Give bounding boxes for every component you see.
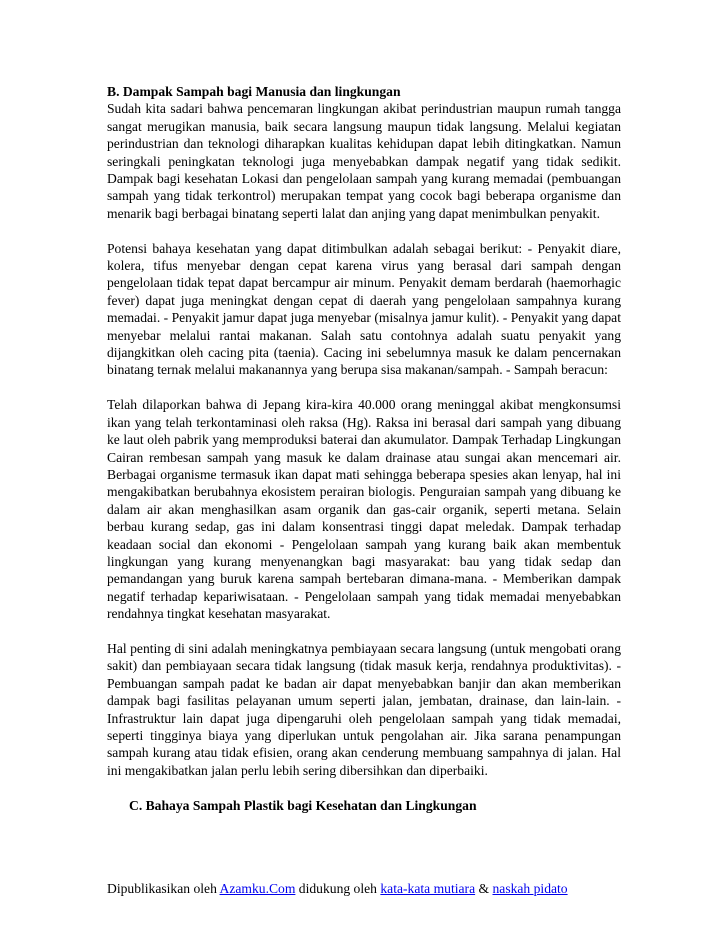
footer-link-kata-kata-mutiara[interactable]: kata-kata mutiara bbox=[380, 881, 476, 896]
document-body bbox=[107, 83, 621, 814]
footer-link-azamku[interactable]: Azamku.Com bbox=[219, 881, 296, 896]
paragraph-2: Potensi bahaya kesehatan yang dapat ditimbulkan adalah sebagai berikut: - Penyakit diare, kolera, tifus menyebar dengan cepat karena virus yang berasal dari sampah dengan pengelolaan tidak tepat dapat bercampur air minum. Penyakit demam berdarah (haemorhagic fever) dapat juga meningkat dengan cepat di daerah yang pengelolaan sampahnya kurang memadai. - Penyakit jamur dapat juga menyebar (misalnya jamur kulit). - Penyakit yang dapat menyebar melalui rantai makanan. Salah satu contohnya adalah suatu penyakit yang dijangkitkan oleh cacing pita (taenia). Cacing ini sebelumnya masuk ke dalam pencernakan binatang ternak melalui makanannya yang berupa sisa makanan/sampah. - Sampah beracun: bbox=[107, 240, 621, 378]
paragraph-1: Sudah kita sadari bahwa pencemaran lingkungan akibat perindustrian maupun rumah tangga sangat merugikan manusia, baik secara langsung maupun tidak langsung. Melalui kegiatan perindustrian dan teknologi diharapkan kualitas kehidupan dapat lebih ditingkatkan. Namun seringkali peningkatan teknologi juga menyebabkan dampak negatif yang tidak sedikit. Dampak bagi kesehatan Lokasi dan pengelolaan sampah yang kurang memadai (pembuangan sampah yang tidak terkontrol) merupakan tempat yang cocok bagi beberapa organisme dan menarik bagi berbagai binatang seperti lalat dan anjing yang dapat menimbulkan penyakit. bbox=[107, 101, 621, 221]
footer bbox=[107, 880, 621, 897]
footer-prefix: Dipublikasikan oleh bbox=[107, 881, 220, 896]
footer-middle: didukung oleh bbox=[295, 881, 381, 896]
paragraph-3: Telah dilaporkan bahwa di Jepang kira-kira 40.000 orang meninggal akibat mengkonsumsi ikan yang telah terkontaminasi oleh raksa (Hg). Raksa ini berasal dari sampah yang dibuang ke laut oleh pabrik yang memproduksi baterai dan akumulator. Dampak Terhadap Lingkungan Cairan rembesan sampah yang masuk ke dalam drainase atau sungai akan mencemari air. Berbagai organisme termasuk ikan dapat mati sehingga beberapa spesies akan lenyap, hal ini mengakibatkan berubahnya ekosistem perairan biologis. Penguraian sampah yang dibuang ke dalam air akan menghasilkan asam organik dan gas-cair organik, seperti metana. Selain berbau kurang sedap, gas ini dalam konsentrasi tinggi dapat meledak. Dampak terhadap keadaan social dan ekonomi - Pengelolaan sampah yang kurang baik akan membentuk lingkungan yang kurang menyenangkan bagi masyarakat: bau yang tidak sedap dan pemandangan yang buruk karena sampah bertebaran dimana-mana. - Memberikan dampak negatif terhadap kepariwisataan. - Pengelolaan sampah yang tidak memadai menyebabkan rendahnya tingkat kesehatan masyarakat. bbox=[107, 397, 621, 622]
section-b-heading: B. Dampak Sampah bagi Manusia dan lingkungan bbox=[107, 84, 401, 99]
paragraph-4: Hal penting di sini adalah meningkatnya pembiayaan secara langsung (untuk mengobati orang sakit) dan pembiayaan secara tidak langsung (tidak masuk kerja, rendahnya produktivitas). - Pembuangan sampah padat ke badan air dapat menyebabkan banjir dan akan memberikan dampak bagi fasilitas pelayanan umum seperti jalan, jembatan, drainase, dan lain-lain. - Infrastruktur lain dapat juga dipengaruhi oleh pengelolaan sampah yang tidak memadai, seperti tingginya biaya yang diperlukan untuk pengolahan air. Jika sarana penampungan sampah kurang atau tidak efisien, orang akan cenderung membuang sampahnya di jalan. Hal ini mengakibatkan jalan perlu lebih sering dibersihkan dan diperbaiki. bbox=[107, 640, 621, 778]
section-c-heading: C. Bahaya Sampah Plastik bagi Kesehatan dan Lingkungan bbox=[129, 797, 477, 813]
footer-ampersand: & bbox=[475, 881, 493, 896]
footer-link-naskah-pidato[interactable]: naskah pidato bbox=[492, 881, 568, 896]
